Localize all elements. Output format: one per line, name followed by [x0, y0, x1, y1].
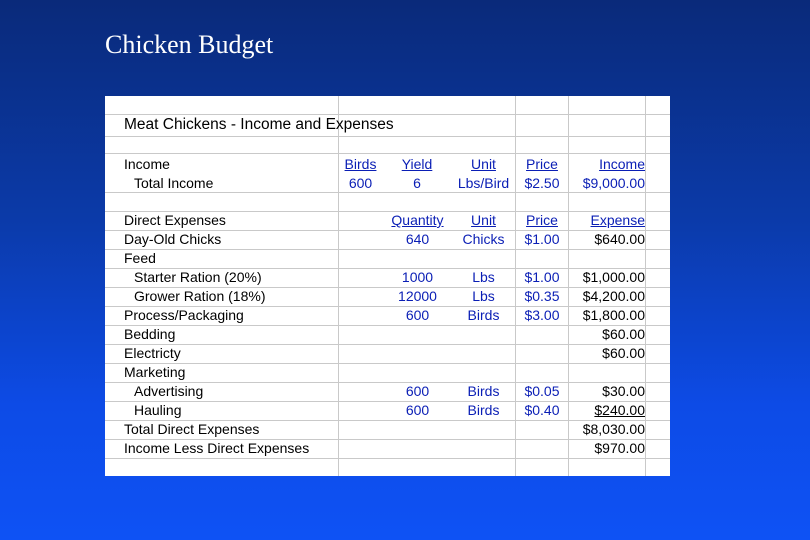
total-income-label: Total Income: [134, 175, 214, 191]
expense-row-qty: 640: [405, 231, 430, 247]
expense-row-qty: 600: [405, 402, 430, 418]
expense-row-price: $3.00: [524, 307, 560, 323]
header-exp-unit: Unit: [471, 212, 496, 228]
net-income-value: $970.00: [594, 440, 645, 456]
expense-row-label: Advertising: [134, 383, 204, 399]
income-birds: 600: [348, 175, 373, 191]
expense-row-label: Grower Ration (18%): [134, 288, 266, 304]
expense-row-price: $1.00: [524, 231, 560, 247]
spreadsheet: [105, 96, 670, 476]
expense-row-unit: Birds: [467, 402, 500, 418]
expense-row-label: Bedding: [124, 326, 176, 342]
header-price: Price: [526, 156, 558, 172]
expense-row-value: $1,800.00: [582, 307, 645, 323]
expense-row-value: $60.00: [602, 326, 645, 342]
expense-row-value: $30.00: [602, 383, 645, 399]
income-unit: Lbs/Bird: [457, 175, 510, 191]
expense-row-price: $0.35: [524, 288, 560, 304]
expense-row-label: Marketing: [124, 364, 186, 380]
expense-row-unit: Chicks: [462, 231, 505, 247]
expenses-section-label: Direct Expenses: [124, 212, 226, 228]
expense-row-value: $60.00: [602, 345, 645, 361]
grid-line: [105, 458, 670, 459]
income-yield: 6: [413, 175, 421, 191]
grid-line: [105, 136, 670, 137]
header-birds: Birds: [344, 156, 377, 172]
net-income-label: Income Less Direct Expenses: [124, 440, 310, 456]
expense-row-qty: 1000: [401, 269, 434, 285]
expense-row-value: $4,200.00: [582, 288, 645, 304]
sheet-title: Meat Chickens - Income and Expenses: [124, 116, 394, 133]
grid-line: [105, 363, 670, 364]
expense-row-label: Process/Packaging: [124, 307, 244, 323]
expense-row-price: $0.05: [524, 383, 560, 399]
expense-row-label: Hauling: [134, 402, 182, 418]
header-expense: Expense: [590, 212, 645, 228]
expense-row-label: Starter Ration (20%): [134, 269, 262, 285]
grid-line: [105, 153, 670, 154]
expense-row-label: Feed: [124, 250, 156, 266]
header-yield: Yield: [401, 156, 433, 172]
expense-row-qty: 12000: [398, 288, 437, 304]
income-total: $9,000.00: [582, 175, 645, 191]
total-direct-expenses-label: Total Direct Expenses: [124, 421, 260, 437]
expense-row-unit: Birds: [467, 307, 500, 323]
header-income: Income: [599, 156, 645, 172]
expense-row-qty: 600: [405, 307, 430, 323]
expense-row-value: $1,000.00: [582, 269, 645, 285]
slide-title: Chicken Budget: [105, 30, 274, 59]
income-section-label: Income: [124, 156, 170, 172]
expense-row-value: $240.00: [594, 402, 645, 418]
expense-row-label: Day-Old Chicks: [124, 231, 222, 247]
grid-line: [105, 249, 670, 250]
expense-row-unit: Lbs: [472, 269, 495, 285]
expense-row-price: $0.40: [524, 402, 560, 418]
expense-row-unit: Lbs: [472, 288, 495, 304]
expense-row-value: $640.00: [594, 231, 645, 247]
header-exp-price: Price: [526, 212, 558, 228]
expense-row-price: $1.00: [524, 269, 560, 285]
expense-row-label: Electricty: [124, 345, 181, 361]
expense-row-unit: Birds: [467, 383, 500, 399]
income-price: $2.50: [524, 175, 560, 191]
header-quantity: Quantity: [391, 212, 444, 228]
expense-row-qty: 600: [405, 383, 430, 399]
header-unit: Unit: [471, 156, 496, 172]
total-direct-expenses-value: $8,030.00: [582, 421, 645, 437]
